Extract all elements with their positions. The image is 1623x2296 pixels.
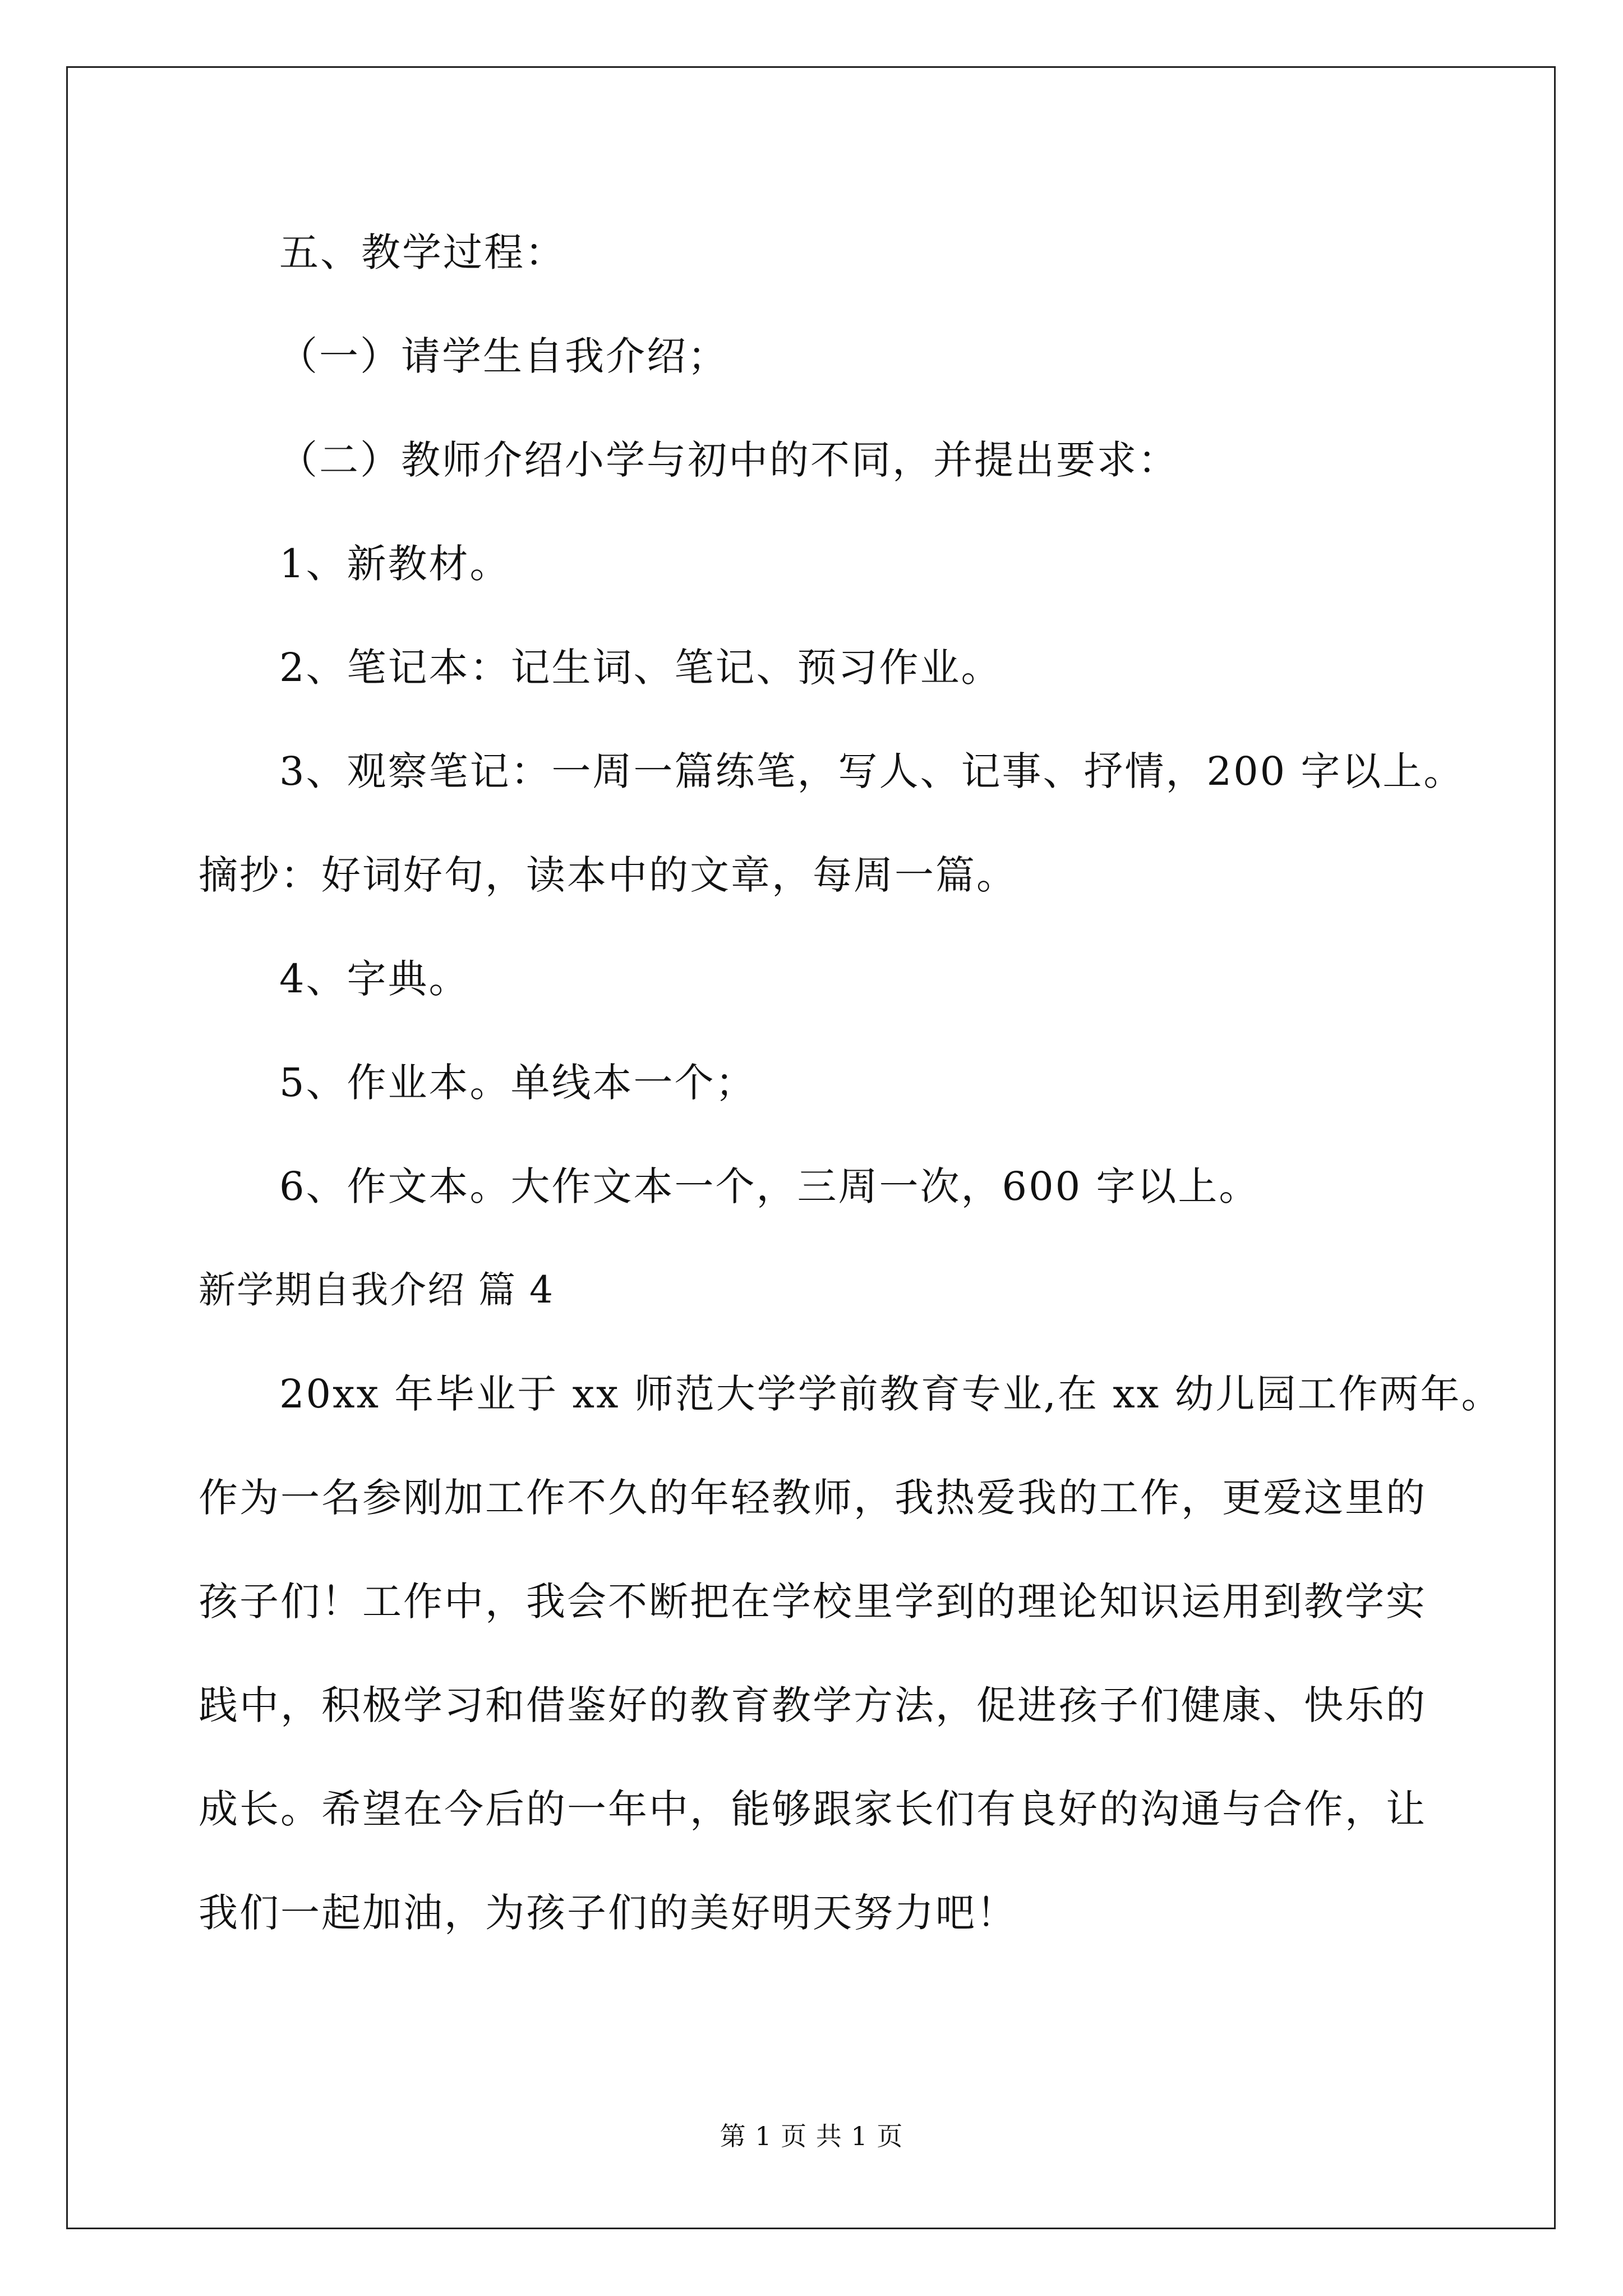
section-heading-teaching-process: 五、教学过程： — [279, 229, 566, 275]
paragraph-line: 20xx 年毕业于 xx 师范大学学前教育专业,在 xx 幼儿园工作两年。 — [279, 1371, 1502, 1417]
list-item: 5、作业本。单线本一个； — [279, 1060, 757, 1106]
list-item: 1、新教材。 — [279, 541, 511, 587]
paragraph-line: （二）教师介绍小学与初中的不同，并提出要求： — [278, 437, 1179, 483]
page-number-footer: 第 1 页 共 1 页 — [720, 2121, 903, 2151]
section-title: 新学期自我介绍 篇 4 — [199, 1268, 554, 1312]
paragraph-line: 践中，积极学习和借鉴好的教育教学方法，促进孩子们健康、快乐的 — [199, 1682, 1427, 1728]
paragraph-line: 我们一起加油，为孩子们的美好明天努力吧！ — [199, 1890, 1017, 1936]
paragraph-line: 成长。希望在今后的一年中，能够跟家长们有良好的沟通与合作，让 — [199, 1786, 1427, 1832]
list-item: 2、笔记本：记生词、笔记、预习作业。 — [279, 645, 1002, 691]
list-item: 3、观察笔记：一周一篇练笔，写人、记事、抒情，200 字以上。 — [279, 748, 1465, 794]
paragraph-line: （一）请学生自我介绍； — [278, 333, 728, 379]
paragraph-line: 摘抄：好词好句，读本中的文章，每周一篇。 — [199, 852, 1017, 898]
list-item: 6、作文本。大作文本一个，三周一次，600 字以上。 — [279, 1163, 1260, 1209]
paragraph-line: 作为一名参刚加工作不久的年轻教师，我热爱我的工作，更爱这里的 — [199, 1475, 1427, 1521]
paragraph-line: 孩子们！工作中，我会不断把在学校里学到的理论知识运用到教学实 — [199, 1579, 1427, 1625]
list-item: 4、字典。 — [279, 956, 470, 1002]
